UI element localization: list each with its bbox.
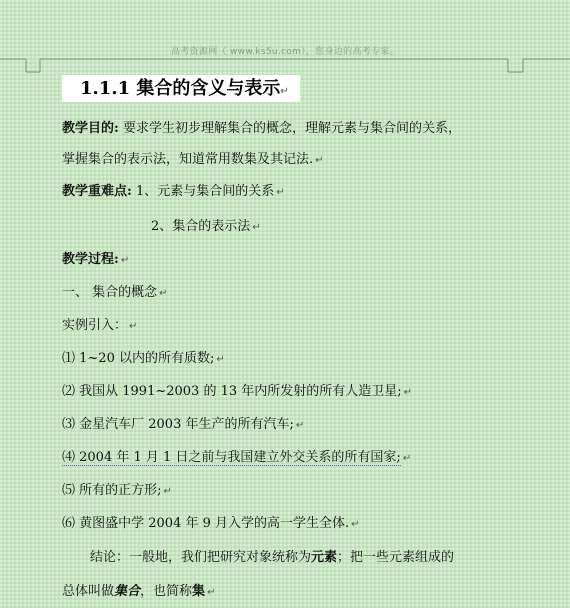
paragraph-mark-icon: ↵ bbox=[207, 587, 216, 598]
example-5-text: ⑸ 所有的正方形; bbox=[62, 483, 162, 498]
paragraph-mark-icon: ↵ bbox=[120, 255, 130, 266]
objective-line bbox=[62, 120, 461, 138]
paragraph-mark-icon: ↵ bbox=[295, 420, 305, 431]
conclusion2-text-a: 总体叫做 bbox=[62, 584, 115, 599]
conclusion-term-set: 集合 bbox=[114, 584, 141, 599]
example-4-text: ⑷ 2004 年 1 月 1 日之前与我国建立外交关系的所有国家; bbox=[62, 450, 401, 465]
keypoints-line bbox=[62, 183, 285, 202]
list-item bbox=[62, 350, 225, 369]
list-item bbox=[62, 449, 411, 468]
example-3-text: ⑶ 金星汽车厂 2003 年生产的所有汽车; bbox=[62, 417, 294, 432]
conclusion-term-set-short: 集 bbox=[192, 584, 206, 599]
paragraph-mark-icon: ↵ bbox=[403, 387, 413, 398]
list-item bbox=[62, 515, 360, 534]
conclusion2-text-c: ，也简称 bbox=[140, 584, 193, 599]
paragraph-mark-icon: ↵ bbox=[159, 288, 168, 299]
objective-cont-text: 掌握集合的表示法，知道常用数集及其记法. bbox=[62, 152, 314, 167]
paragraph-mark-icon: ↵ bbox=[163, 486, 172, 497]
conclusion-text-a: 结论：一般地，我们把研究对象统称为 bbox=[90, 550, 312, 565]
objective-label: 教学目的: bbox=[62, 121, 119, 136]
paragraph-mark-icon: ↵ bbox=[315, 155, 324, 166]
section-1-text: 一、 集合的概念 bbox=[62, 285, 158, 300]
example-2-text: ⑵ 我国从 1991~2003 的 13 年内所发射的所有人造卫星; bbox=[62, 384, 402, 399]
paragraph-mark-icon: ↵ bbox=[280, 86, 289, 97]
conclusion-term-element: 元素 bbox=[311, 550, 338, 565]
header-note: 高考资源网（ www.ks5u.com），您身边的高考专家。 bbox=[171, 47, 399, 57]
example-6-text: ⑹ 黄图盛中学 2004 年 9 月入学的高一学生全体. bbox=[62, 516, 350, 531]
examples-intro-text: 实例引入： bbox=[62, 318, 128, 333]
paragraph-mark-icon: ↵ bbox=[129, 321, 138, 332]
section-heading bbox=[62, 284, 168, 303]
objective-text: 要求学生初步理解集合的概念，理解元素与集合间的关系， bbox=[118, 121, 461, 136]
keypoints-label: 教学重难点: bbox=[62, 184, 132, 199]
paragraph-mark-icon: ↵ bbox=[351, 519, 360, 530]
paragraph-mark-icon: ↵ bbox=[402, 453, 412, 464]
keypoints-item-2: 2、集合的表示法 bbox=[151, 219, 251, 234]
process-line bbox=[62, 251, 129, 270]
paragraph-mark-icon: ↵ bbox=[252, 222, 261, 233]
paragraph-mark-icon: ↵ bbox=[216, 354, 225, 365]
list-item bbox=[62, 416, 304, 435]
conclusion-line bbox=[90, 549, 454, 567]
example-1-text: ⑴ 1~20 以内的所有质数; bbox=[62, 351, 215, 366]
list-item bbox=[62, 383, 412, 402]
document-title bbox=[62, 75, 300, 102]
examples-intro bbox=[62, 317, 137, 336]
header-rule bbox=[0, 58, 570, 76]
paragraph-mark-icon: ↵ bbox=[276, 187, 285, 198]
list-item bbox=[62, 482, 172, 501]
conclusion-text-c: ；把一些元素组成的 bbox=[337, 550, 455, 565]
title-text: 1.1.1 集合的含义与表示 bbox=[80, 78, 281, 99]
keypoints-item-1: 1、元素与集合间的关系 bbox=[131, 184, 275, 199]
objective-continuation bbox=[62, 151, 324, 170]
keypoints-line-2 bbox=[151, 218, 261, 237]
process-label: 教学过程: bbox=[62, 252, 119, 267]
conclusion-line-2 bbox=[62, 583, 215, 602]
